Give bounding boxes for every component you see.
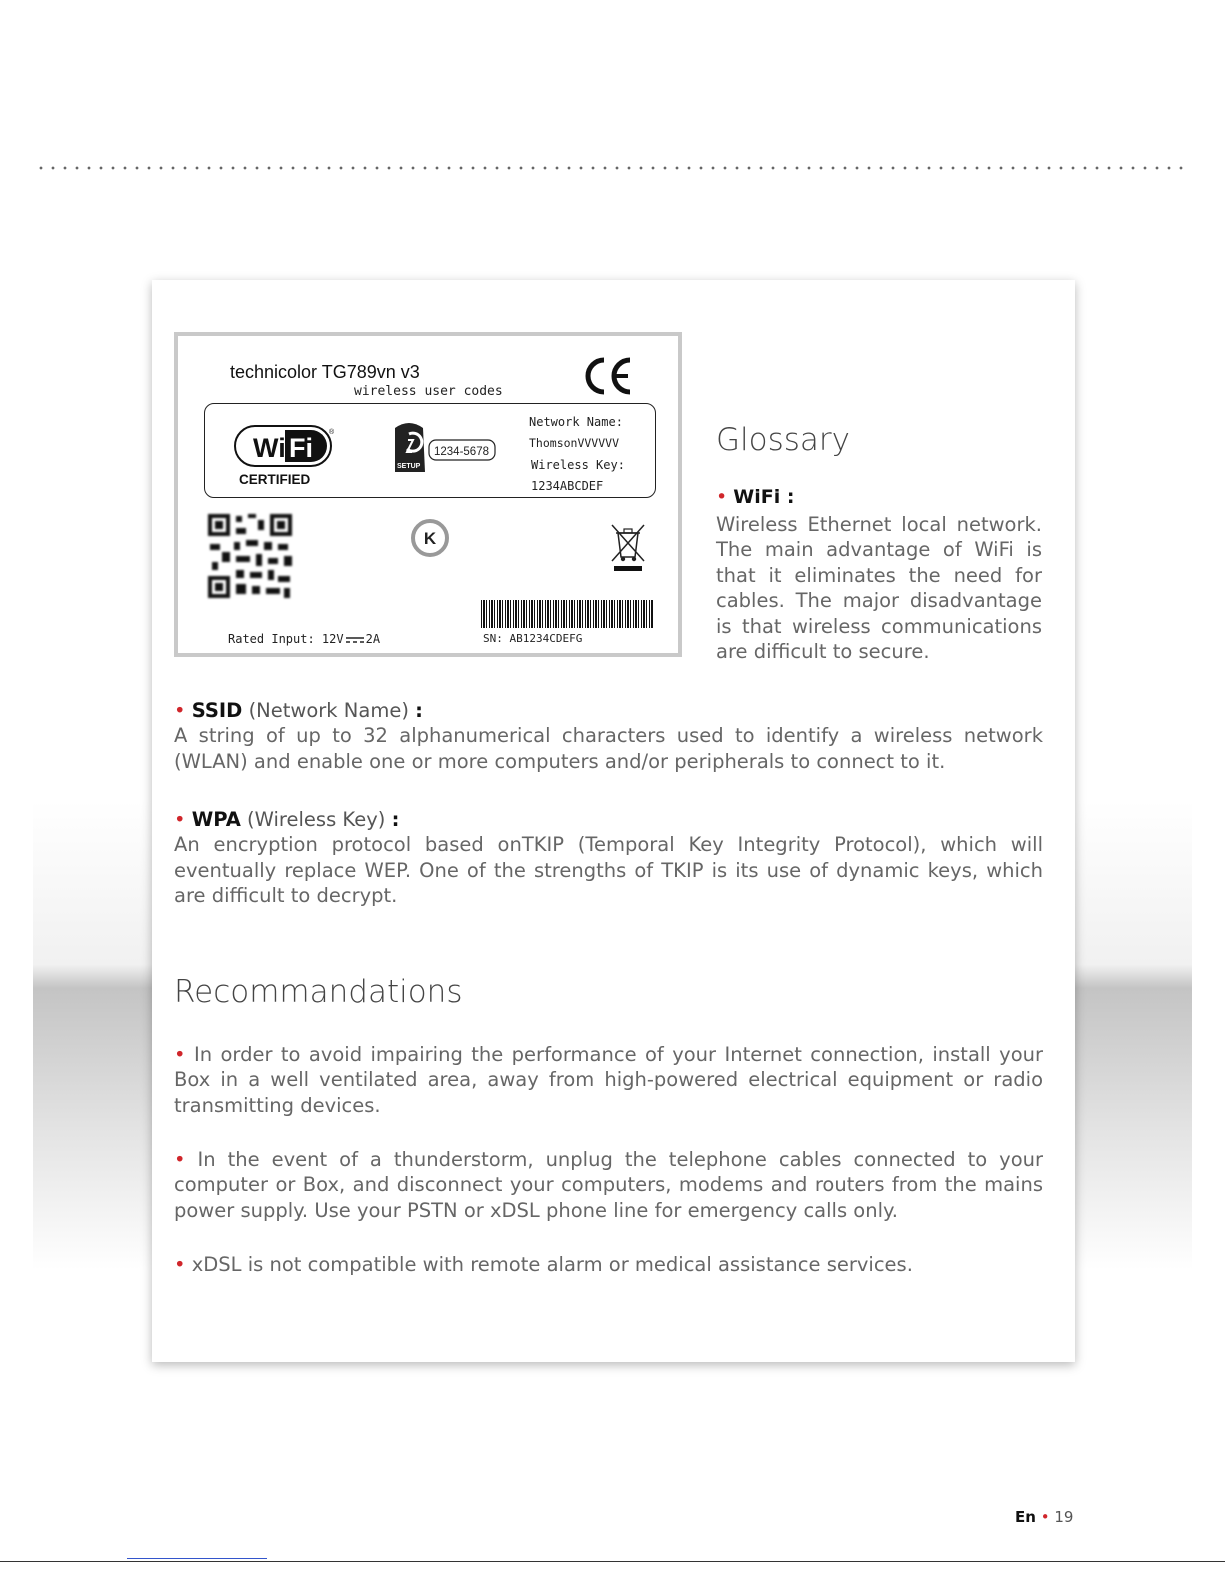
dotted-separator: [35, 166, 1190, 170]
bottom-rule: [0, 1561, 1225, 1562]
wps-setup-badge: [389, 418, 501, 486]
svg-text:Fi: Fi: [289, 433, 313, 463]
wps-setup-icon: [389, 418, 501, 482]
serial-barcode: [481, 600, 653, 628]
glossary-wifi-term: WiFi :: [733, 486, 795, 508]
glossary-wpa-term: WPA: [191, 808, 241, 831]
glossary-wpa-qualifier: (Wireless Key): [240, 808, 392, 831]
ce-mark-icon: [582, 356, 634, 396]
dc-symbol-icon: [345, 635, 365, 645]
recommendations-title: Recommandations: [174, 974, 463, 1010]
sticker-subtitle: wireless user codes: [354, 384, 503, 399]
network-name-value: ThomsonVVVVVV: [529, 436, 620, 450]
svg-text:CERTIFIED: CERTIFIED: [239, 472, 311, 487]
bullet: •: [174, 1043, 186, 1066]
svg-text:1234-5678: 1234-5678: [434, 446, 489, 458]
glossary-wpa-colon: :: [391, 808, 400, 831]
recommendation-text: In the event of a thunderstorm, unplug the telephone cables connected to your computer or Box, and disconnect your computers, modems and routers from the mains power supply. Use your PSTN or xDSL phone line for emergency calls only.: [174, 1148, 1044, 1222]
bullet: •: [174, 699, 186, 722]
bottom-link-underline: [127, 1558, 267, 1559]
recommendation-item: [174, 1147, 1043, 1223]
page-number: 19: [1054, 1508, 1074, 1526]
glossary-ssid: [174, 698, 1043, 774]
footer-language: En: [1015, 1508, 1036, 1526]
glossary-wifi-text: Wireless Ethernet local network. The main advantage of WiFi is that it eliminates the need for cables. The major disadvantage is that wireless communications are difficult to secure.: [716, 513, 1042, 664]
svg-text:®: ®: [329, 429, 335, 436]
network-name-label: Network Name:: [529, 415, 623, 429]
bullet: •: [174, 1148, 186, 1171]
glossary-ssid-qualifier: (Network Name): [242, 699, 416, 722]
qr-code-image: [206, 512, 294, 600]
bullet: •: [716, 486, 728, 508]
glossary-wifi-heading: [716, 486, 794, 508]
rated-input-current: 2A: [365, 632, 381, 646]
wireless-codes-box: [204, 403, 656, 498]
svg-text:K: K: [423, 529, 437, 548]
recommendation-text: In order to avoid impairing the performance of your Internet connection, install your Box in a well ventilated area, away from high-powered electrical equipment or radio transmitting devices.: [174, 1043, 1043, 1117]
recommendation-item: [174, 1042, 1043, 1118]
glossary-ssid-term: SSID: [191, 699, 243, 722]
content-card: [152, 280, 1075, 1362]
device-label-sticker: [174, 332, 682, 657]
serial-number: SN: AB1234CDEFG: [483, 632, 583, 645]
svg-text:SETUP: SETUP: [397, 463, 421, 470]
k-mark-icon: [410, 518, 450, 558]
rated-input-voltage: Rated Input: 12V: [228, 632, 344, 646]
wireless-key-label: Wireless Key:: [531, 458, 625, 472]
bullet: •: [174, 808, 186, 831]
wifi-certified-logo: [233, 424, 337, 490]
sticker-brand: technicolor TG789vn v3: [230, 362, 420, 382]
footer-separator: •: [1040, 1508, 1050, 1526]
glossary-wpa: [174, 807, 1043, 909]
page-footer: [1015, 1508, 1073, 1526]
recommendation-text: xDSL is not compatible with remote alarm or medical assistance services.: [191, 1253, 913, 1276]
rated-input: [228, 632, 380, 646]
recommendation-item: [174, 1252, 1043, 1277]
glossary-title: Glossary: [716, 422, 850, 458]
bullet: •: [174, 1253, 186, 1276]
glossary-wpa-text: An encryption protocol based onTKIP (Temporal Key Integrity Protocol), which will eventually replace WEP. One of the strengths of TKIP is its use of dynamic keys, which are difficult to decrypt.: [174, 833, 1043, 908]
glossary-ssid-colon: :: [415, 699, 423, 722]
weee-bin-icon: [610, 521, 646, 573]
svg-text:Wi: Wi: [253, 433, 286, 463]
glossary-ssid-text: A string of up to 32 alphanumerical characters used to identify a wireless network (WLAN) and enable one or more computers and/or peripherals to connect to it.: [174, 724, 1043, 773]
wireless-key-value: 1234ABCDEF: [531, 479, 604, 493]
